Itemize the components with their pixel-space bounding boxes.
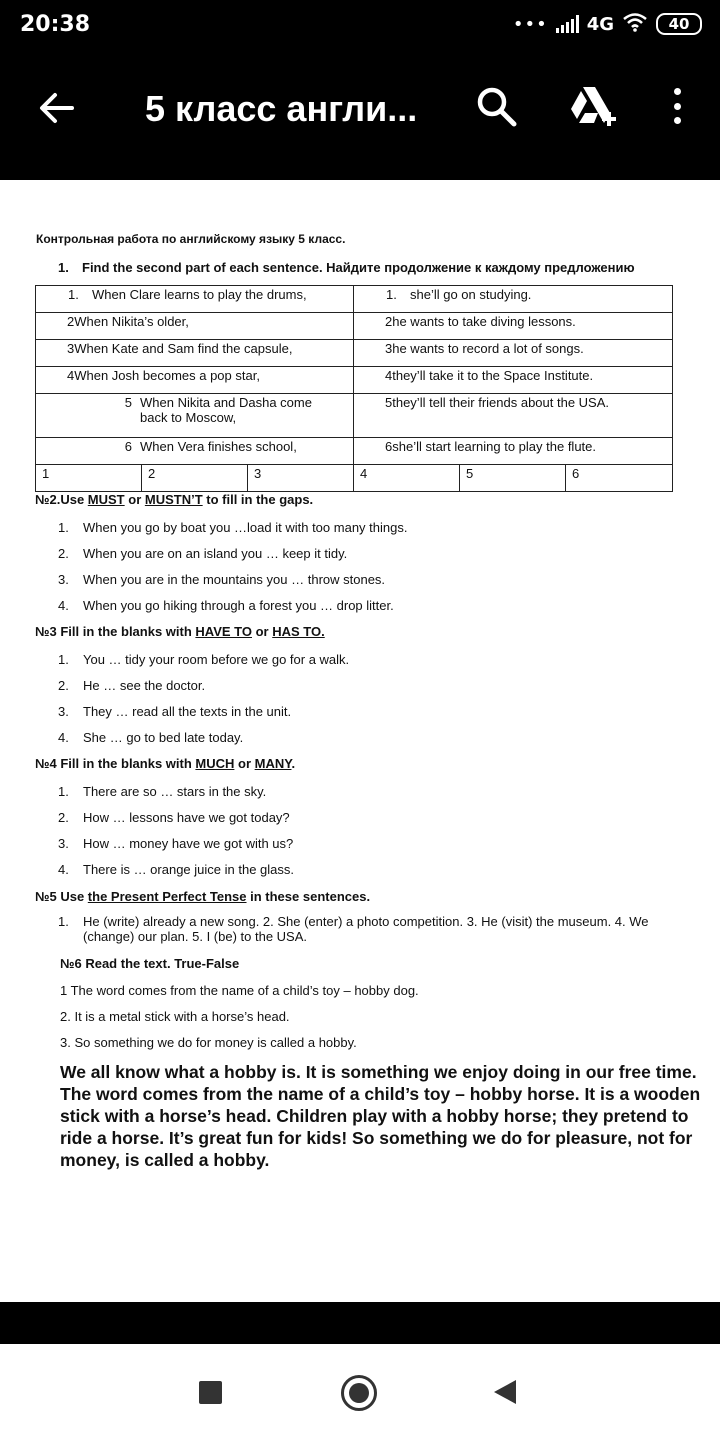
battery-level: 40 xyxy=(656,13,702,35)
more-dot-icon xyxy=(674,117,681,124)
list-item: 1. There are so … stars in the sky. xyxy=(58,784,267,799)
status-time: 20:38 xyxy=(20,12,91,37)
recent-apps-icon[interactable] xyxy=(199,1381,222,1404)
list-item: 3. When you are in the mountains you … throw stones. xyxy=(58,572,386,587)
task1-heading: 1. Find the second part of each sentence. Найдите продолжение к каждому предложению xyxy=(58,260,635,275)
answer-cell[interactable]: 6 xyxy=(566,465,673,492)
navigation-bar xyxy=(0,1344,720,1440)
task5-heading: №5 Use the Present Perfect Tense in these sentences. xyxy=(35,889,371,904)
answer-row xyxy=(36,465,673,492)
table-row: 2When Nikita’s older, 2he wants to take diving lessons. xyxy=(36,313,673,340)
more-dot-icon xyxy=(674,103,681,110)
table-row: 3When Kate and Sam find the capsule, 3he wants to record a lot of songs. xyxy=(36,340,673,367)
search-button[interactable] xyxy=(474,84,518,128)
signal-icon xyxy=(556,15,579,33)
back-triangle-icon[interactable] xyxy=(494,1380,516,1404)
task4-heading: №4 Fill in the blanks with MUCH or MANY. xyxy=(35,756,296,771)
task2-list xyxy=(58,520,407,624)
status-icons xyxy=(513,12,702,36)
task5-item: 1. He (write) already a new song. 2. She (enter) a photo competition. 3. He (visit) the museum. 4. We (change) our plan. 5. I (be) to the USA. xyxy=(58,914,649,944)
list-item: 4. When you go hiking through a forest you … drop litter. xyxy=(58,598,394,613)
list-item: 4. She … go to bed late today. xyxy=(58,730,244,745)
add-to-drive-button[interactable] xyxy=(566,82,616,132)
table-row: 1. When Clare learns to play the drums, 1. she’ll go on studying. xyxy=(36,286,673,313)
search-icon xyxy=(474,84,518,128)
task3-heading: №3 Fill in the blanks with HAVE TO or HAS TO. xyxy=(35,624,325,639)
list-item: 1. When you go by boat you …load it with too many things. xyxy=(58,520,408,535)
answer-cell[interactable]: 1 xyxy=(36,465,142,492)
task3-list xyxy=(58,652,349,756)
drive-add-icon xyxy=(566,82,616,132)
document-page[interactable] xyxy=(0,180,720,1302)
list-item: 2. When you are on an island you … keep it tidy. xyxy=(58,546,348,561)
app-bar xyxy=(0,52,720,180)
arrow-left-icon xyxy=(38,92,74,124)
list-item: 2. He … see the doctor. xyxy=(58,678,206,693)
answer-cell[interactable]: 5 xyxy=(460,465,566,492)
more-dot-icon xyxy=(674,88,681,95)
task6-statement: 1 The word comes from the name of a child’s toy – hobby dog. xyxy=(60,983,419,998)
notification-dots-icon: ••• xyxy=(512,13,548,35)
answer-cell[interactable]: 2 xyxy=(142,465,248,492)
list-item: 3. How … money have we got with us? xyxy=(58,836,294,851)
reading-text: We all know what a hobby is. It is something we enjoy doing in our free time. The word comes from the name of a child’s toy – hobby horse. It is a wooden stick with a horse’s head. Children play with a hobby horse; they pretend to ride a horse. It’s great fun for kids! So something we do for pleasure, not for money, is called a hobby. xyxy=(60,1062,701,1170)
list-item: 1. You … tidy your room before we go for a walk. xyxy=(58,652,350,667)
task4-list xyxy=(58,784,294,888)
doc-heading: Контрольная работа по английскому языку 5 класс. xyxy=(36,232,346,246)
table-row: 6 When Vera finishes school, 6she’ll start learning to play the flute. xyxy=(36,438,673,465)
back-button[interactable] xyxy=(34,86,78,130)
table-row: 5 When Nikita and Dasha come back to Moscow, 5they’ll tell their friends about the USA. xyxy=(36,394,673,438)
answer-cell[interactable]: 4 xyxy=(354,465,460,492)
list-item: 3. They … read all the texts in the unit. xyxy=(58,704,292,719)
matching-table xyxy=(35,285,673,492)
wifi-icon xyxy=(622,12,648,36)
home-icon[interactable] xyxy=(341,1375,377,1411)
list-item: 2. How … lessons have we got today? xyxy=(58,810,290,825)
task2-heading: №2.Use MUST or MUSTN’T to fill in the gaps. xyxy=(35,492,314,507)
document-title: 5 класс англи... xyxy=(145,88,418,129)
network-type: 4G xyxy=(586,13,614,35)
task6-statement: 2. It is a metal stick with a horse’s head. xyxy=(60,1009,290,1024)
status-bar xyxy=(0,0,720,52)
task6-heading: №6 Read the text. True-False xyxy=(60,956,240,971)
answer-cell[interactable]: 3 xyxy=(248,465,354,492)
more-options-button[interactable] xyxy=(662,84,692,128)
table-row: 4When Josh becomes a pop star, 4they’ll take it to the Space Institute. xyxy=(36,367,673,394)
task6-statement: 3. So something we do for money is called a hobby. xyxy=(60,1035,357,1050)
list-item: 4. There is … orange juice in the glass. xyxy=(58,862,294,877)
